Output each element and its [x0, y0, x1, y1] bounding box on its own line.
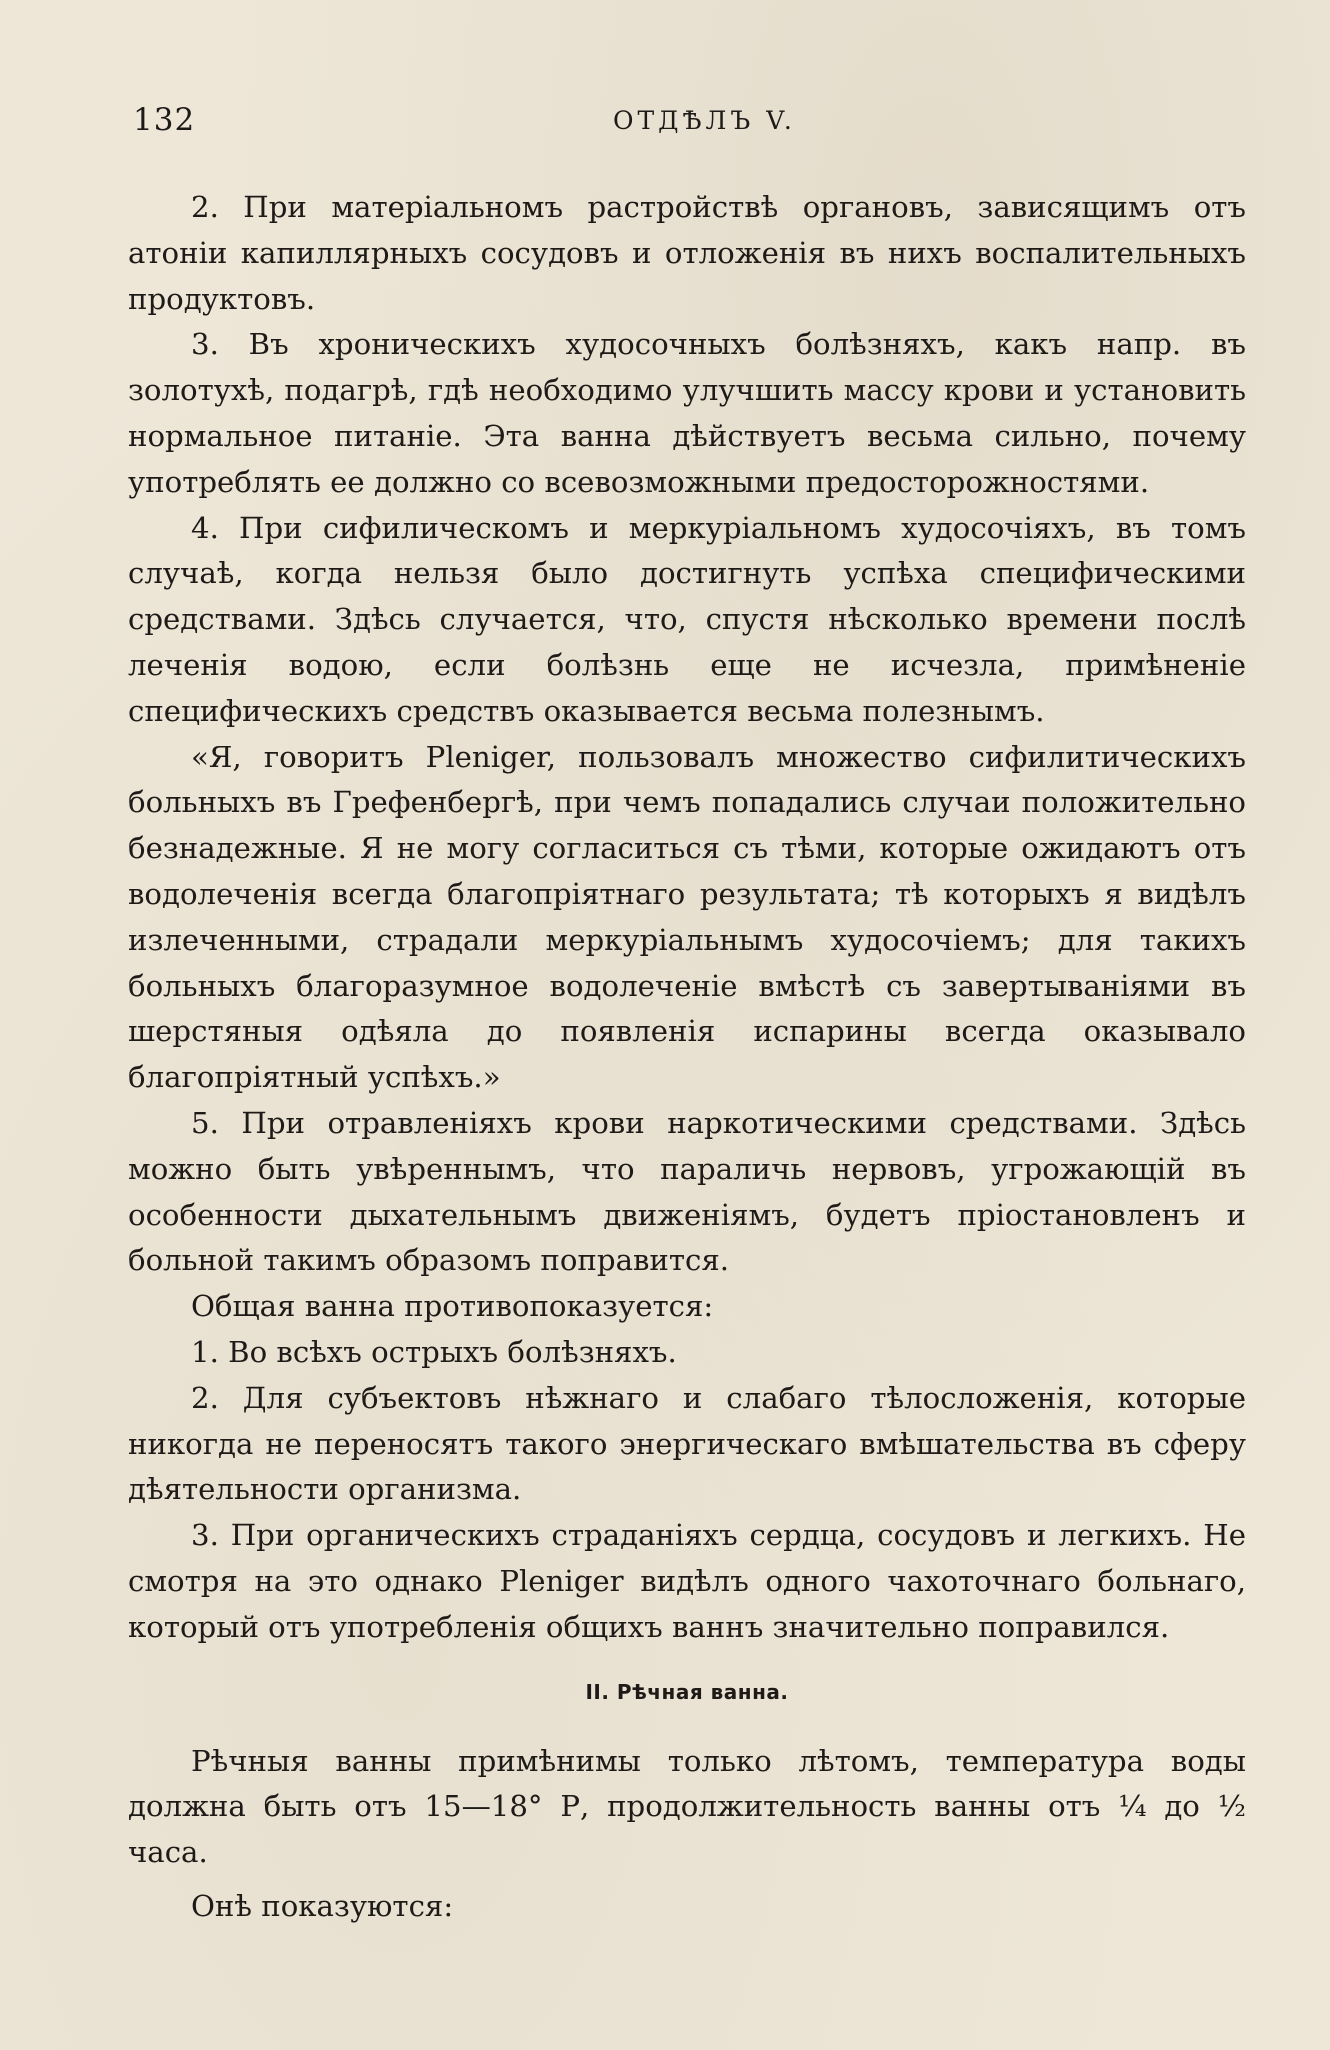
paragraph-contraindications-intro: Общая ванна противопоказуется:: [191, 1289, 714, 1324]
paragraph-indications-intro: Онѣ показуются:: [191, 1888, 454, 1923]
paragraph-item-5: 5. При отравленіяхъ крови наркотическими средствами. Здѣсь можно быть увѣреннымъ, что параличь нервовъ, угрожающій въ особенности дыхательнымъ движеніямъ, будетъ пріостановленъ и больной такимъ образомъ поправится.: [128, 1105, 1246, 1278]
page-number: 132: [133, 102, 196, 138]
paragraph-quote-pleniger: «Я, говоритъ Pleniger, пользовалъ множество сифилитическихъ больныхъ въ Грефенбергѣ, при чемъ попадались случаи положительно безнадежные. Я не могу согласиться съ тѣми, которые ожидаютъ отъ водолеченія всегда благопріятнаго результата; тѣ которыхъ я видѣлъ излеченными, страдали меркуріальнымъ худосочіемъ; для такихъ больныхъ благоразумное водолеченіе вмѣстѣ съ завертываніями въ шерстяныя одѣяла до появленія испарины всегда оказывало благопріятный успѣхъ.»: [128, 739, 1246, 1095]
paragraph-item-4: 4. При сифилическомъ и меркуріальномъ худосочіяхъ, въ томъ случаѣ, когда нельзя было достигнуть успѣха специфическими средствами. Здѣсь случается, что, спустя нѣсколько времени послѣ леченія водою, если болѣзнь еще не исчезла, примѣненіе специфическихъ средствъ оказывается весьма полезнымъ.: [128, 510, 1246, 728]
page-body: [128, 185, 1246, 1930]
paragraph-contra-2: 2. Для субъектовъ нѣжнаго и слабаго тѣлосложенія, которые никогда не переносятъ такого энергическаго вмѣшательства въ сферу дѣятельности организма.: [128, 1380, 1246, 1507]
paragraph-contra-3: 3. При органическихъ страданіяхъ сердца, сосудовъ и легкихъ. Не смотря на это однако Pleniger видѣлъ одного чахоточнаго больнаго, который отъ употребленія общихъ ваннъ значительно поправился.: [128, 1518, 1246, 1644]
section-title: II. Рѣчная ванна.: [585, 1679, 789, 1704]
running-head: ОТДѢЛЪ V.: [613, 106, 796, 135]
paragraph-contra-1: 1. Во всѣхъ острыхъ болѣзняхъ.: [191, 1334, 677, 1369]
paragraph-item-2: 2. При матеріальномъ растройствѣ органовъ, зависящимъ отъ атоніи капиллярныхъ сосудовъ и отложенія въ нихъ воспалительныхъ продуктовъ.: [128, 190, 1246, 316]
paragraph-item-3: 3. Въ хроническихъ худосочныхъ болѣзняхъ, какъ напр. въ золотухѣ, подагрѣ, гдѣ необходимо улучшить массу крови и установить нормальное питаніе. Эта ванна дѣйствуетъ весьма сильно, почему употреблять ее должно со всевозможными предосторожностями.: [128, 327, 1246, 499]
paragraph-river-bath: Рѣчныя ванны примѣнимы только лѣтомъ, температура воды должна быть отъ 15—18° Р, продолжительность ванны отъ ¼ до ½ часа.: [128, 1743, 1246, 1870]
page-header: [133, 102, 1243, 146]
